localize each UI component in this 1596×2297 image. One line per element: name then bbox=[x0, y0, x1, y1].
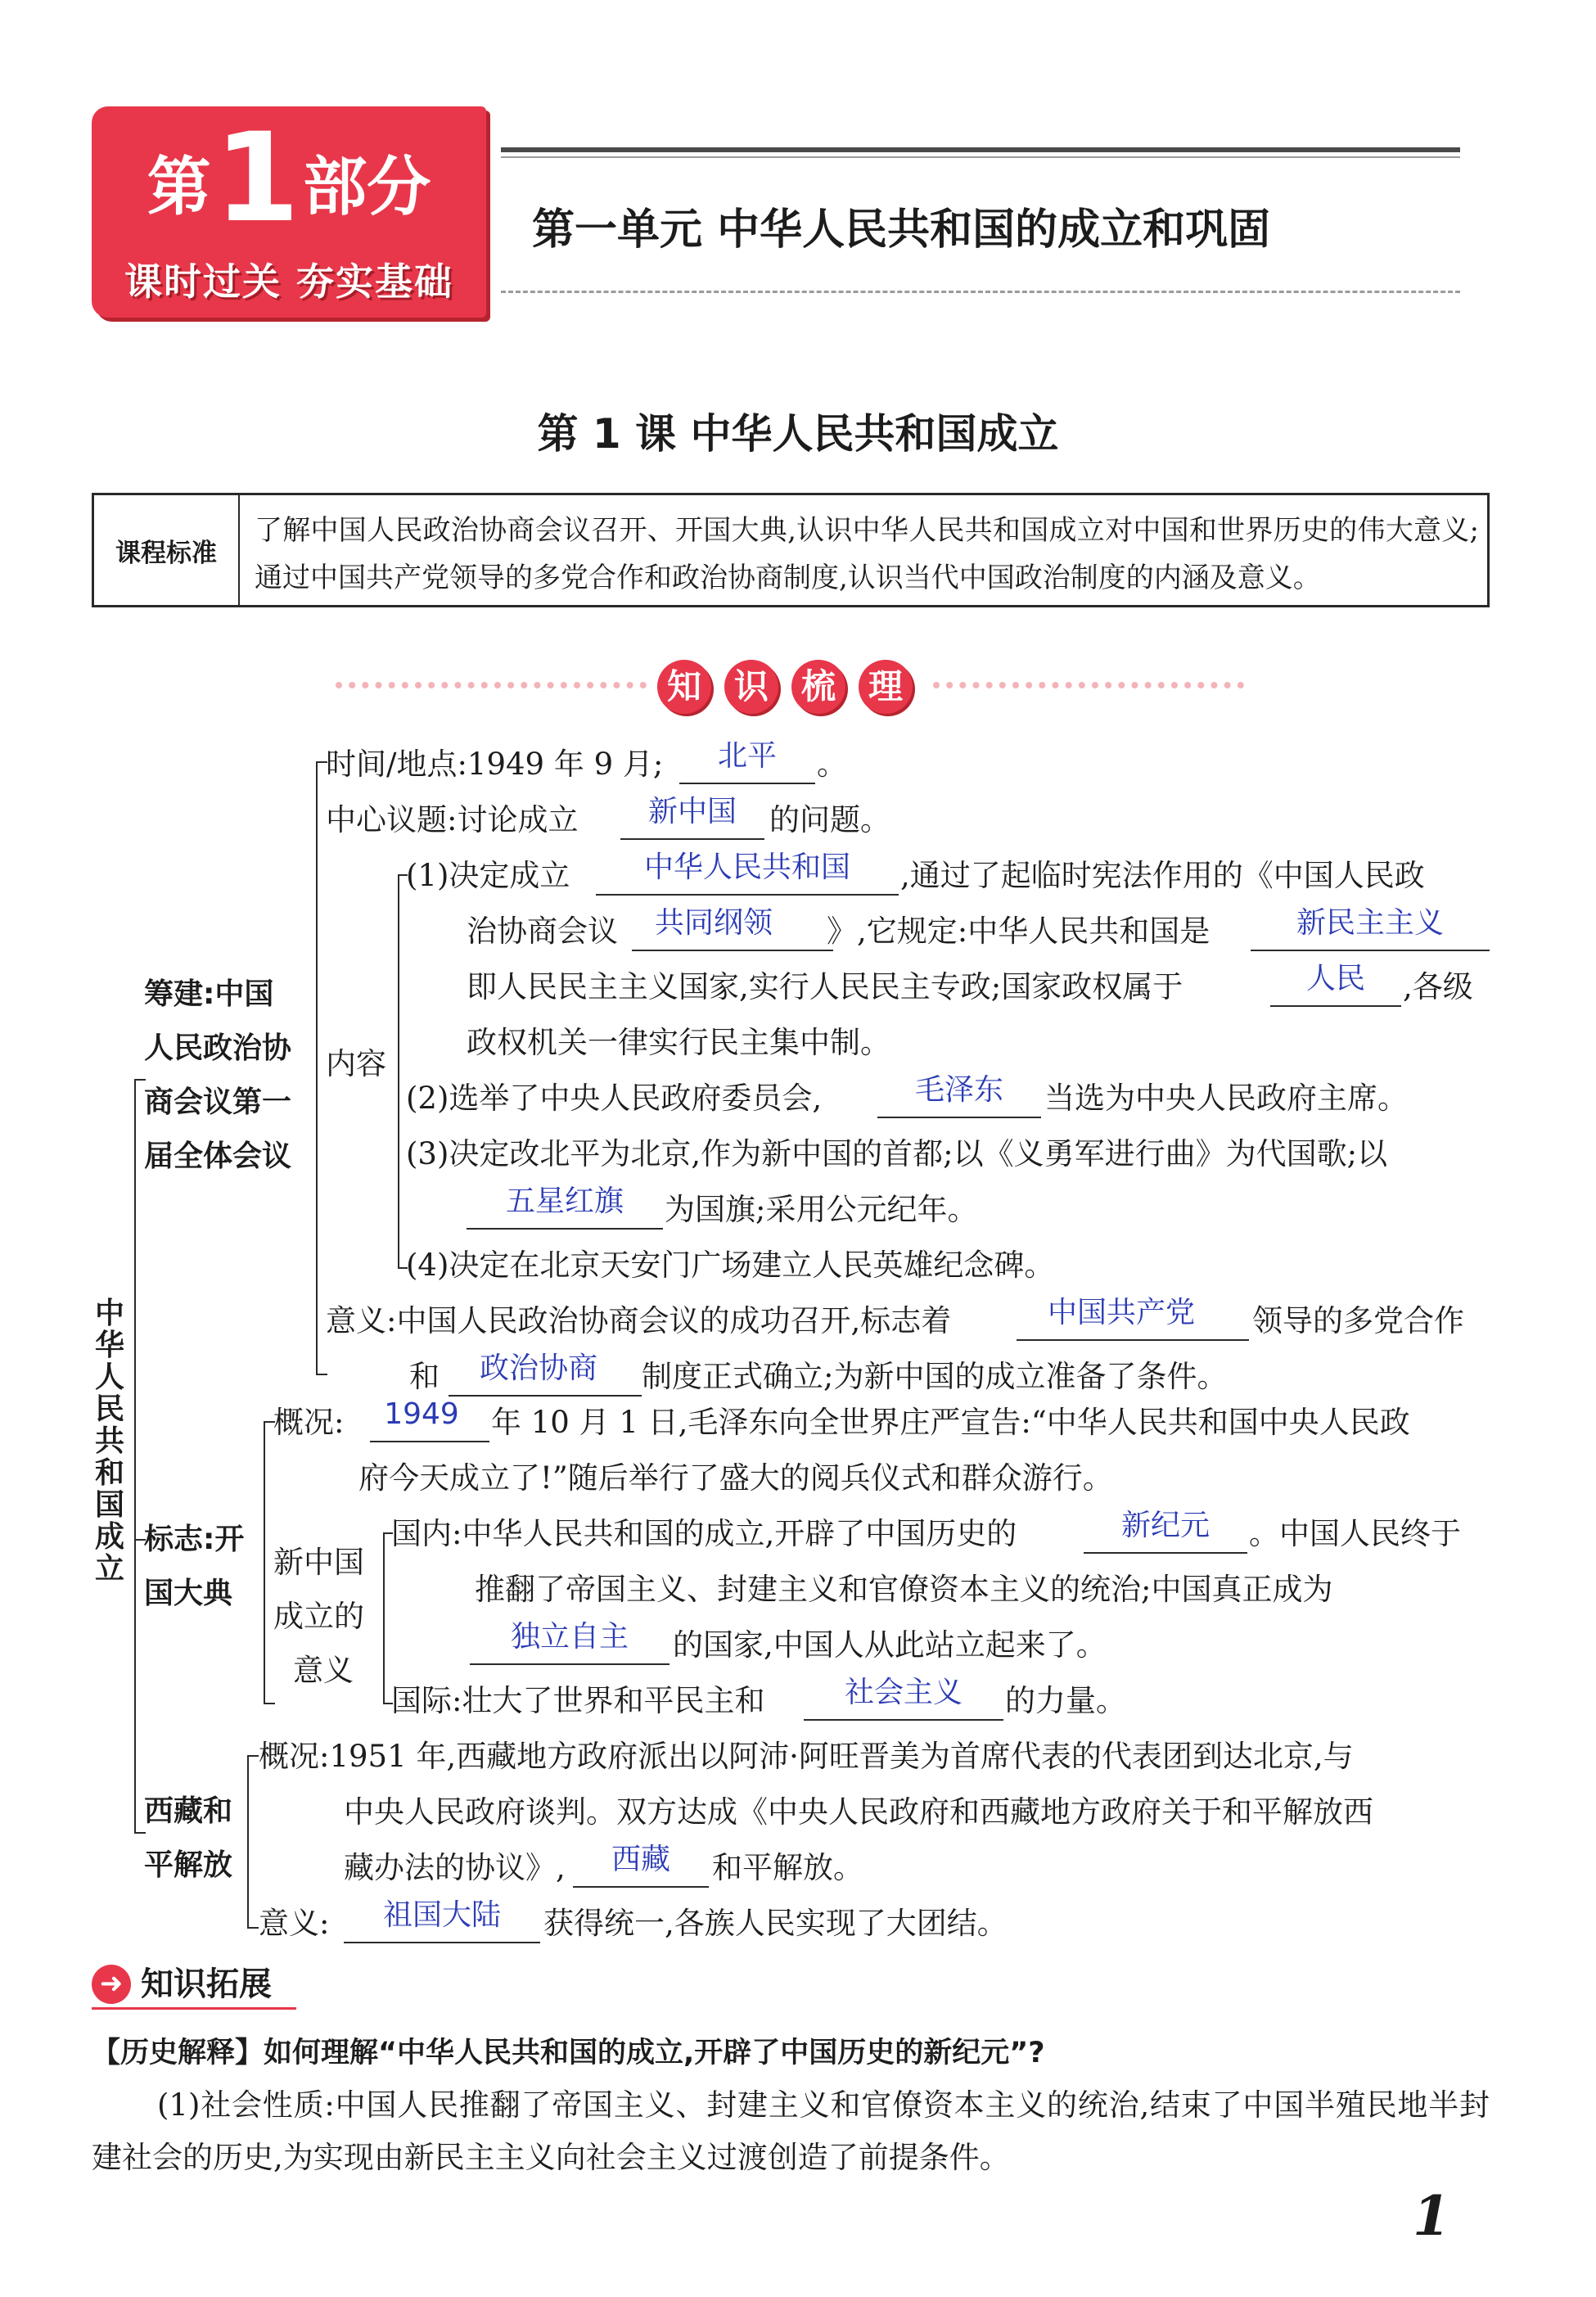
lesson-title: 第 1 课 中华人民共和国成立 bbox=[537, 410, 1059, 458]
answer-prc: 中华人民共和国 bbox=[643, 851, 850, 884]
international-text: 国际:壮大了世界和平民主和 bbox=[391, 1683, 765, 1718]
node1-bracket bbox=[316, 761, 318, 1374]
standard-text: 了解中国人民政治协商会议召开、开国大典,认识中华人民共和国成立对中国和世界历史的伟大意义;通过中国共产党领导的多党合作和政治协商制度,认识当代中国政治制度的内涵及意义。 bbox=[255, 514, 1479, 594]
section-title-char: 识 bbox=[724, 660, 778, 714]
section-title-char: 理 bbox=[859, 660, 913, 714]
node-line: 西藏和 bbox=[144, 1794, 233, 1828]
content-label: 内容 bbox=[326, 1046, 386, 1081]
founding-significance-label bbox=[273, 1536, 364, 1698]
header-dashed-rule bbox=[501, 291, 1460, 293]
root-bracket bbox=[134, 1079, 136, 1832]
answer-people: 人民 bbox=[1305, 962, 1365, 995]
part-subtitle: 课时过关 夯实基础 bbox=[124, 259, 453, 304]
unit-title: 第一单元 中华人民共和国的成立和巩固 bbox=[532, 205, 1271, 255]
period: 。 bbox=[817, 747, 847, 782]
node-tibet-liberation bbox=[144, 1785, 232, 1893]
label-line: 新中国 bbox=[273, 1545, 364, 1580]
content-1-text-b: ,通过了起临时宪法作用的《中国人民政 bbox=[900, 858, 1425, 893]
node-line: 标志:开 bbox=[144, 1523, 245, 1556]
ceremony-overview-text-b: 府今天成立了!”随后举行了盛大的阅兵仪式和群众游行。 bbox=[358, 1460, 1113, 1496]
part-suffix: 部分 bbox=[303, 151, 431, 224]
page-number: 1 bbox=[1413, 2184, 1450, 2248]
domestic-text-b: 。中国人民终于 bbox=[1249, 1516, 1461, 1551]
tibet-overview-text: 概况:1951 年,西藏地方政府派出以阿沛·阿旺晋美为首席代表的代表团到达北京,与 bbox=[259, 1739, 1354, 1774]
answer-tibet: 西藏 bbox=[611, 1843, 670, 1876]
root-char: 共 bbox=[94, 1424, 124, 1458]
answer-beiping: 北平 bbox=[717, 739, 777, 773]
root-char: 中 bbox=[94, 1297, 124, 1330]
extension-paragraph: (1)社会性质:中国人民推翻了帝国主义、封建主义和官僚资本主义的统治,结束了中国半殖民地半封建社会的历史,为实现由新民主主义向社会主义过渡创造了前提条件。 bbox=[92, 2087, 1490, 2175]
root-char: 民 bbox=[94, 1392, 124, 1426]
answer-new-china: 新中国 bbox=[647, 795, 737, 828]
domestic-text-c: 推翻了帝国主义、封建主义和官僚资本主义的统治;中国真正成为 bbox=[475, 1572, 1333, 1607]
answer-independence: 独立自主 bbox=[510, 1620, 629, 1654]
ceremony-overview-text: 年 10 月 1 日,毛泽东向全世界庄严宣告:“中华人民共和国中央人民政 bbox=[491, 1405, 1410, 1440]
answer-socialism: 社会主义 bbox=[844, 1676, 963, 1709]
label-line: 意义 bbox=[293, 1653, 354, 1688]
part-heading bbox=[92, 107, 486, 250]
content-1-text-c: 治协商会议 bbox=[467, 914, 618, 949]
tibet-significance-label: 意义: bbox=[259, 1906, 330, 1941]
answer-mao-zedong: 毛泽东 bbox=[914, 1073, 1003, 1107]
content-1-text-e: 即人民民主主义国家,实行人民民主专政;国家政权属于 bbox=[467, 969, 1183, 1004]
answer-new-democracy: 新民主主义 bbox=[1296, 906, 1444, 940]
answer-common-program: 共同纲领 bbox=[654, 906, 773, 940]
node-line: 国大典 bbox=[144, 1577, 233, 1610]
dotted-divider-left bbox=[336, 682, 647, 688]
node-founding-cppcc bbox=[144, 968, 291, 1184]
extension-underline bbox=[92, 2007, 296, 2010]
node-line: 平解放 bbox=[144, 1848, 233, 1882]
bracket-tick bbox=[247, 1927, 259, 1929]
significance-text: 意义:中国人民政治协商会议的成功召开,标志着 bbox=[326, 1303, 952, 1338]
curriculum-standard-box bbox=[92, 493, 1490, 607]
root-char: 人 bbox=[94, 1361, 124, 1394]
content-1-text-g: 政权机关一律实行民主集中制。 bbox=[467, 1025, 890, 1060]
content-2-text: (2)选举了中央人民政府委员会, bbox=[406, 1081, 823, 1116]
node-line: 筹建:中国 bbox=[144, 977, 274, 1011]
root-char: 成 bbox=[94, 1520, 124, 1554]
answer-1949: 1949 bbox=[384, 1397, 459, 1431]
node3-bracket bbox=[247, 1755, 249, 1927]
part-badge bbox=[92, 106, 486, 318]
significance-text-c: 和 bbox=[409, 1359, 440, 1394]
significance-text-b: 领导的多党合作 bbox=[1252, 1303, 1464, 1338]
content-3-text-b: 为国旗;采用公元纪年。 bbox=[665, 1192, 978, 1227]
root-char: 国 bbox=[94, 1488, 124, 1522]
domestic-text-d: 的国家,中国人从此站立起来了。 bbox=[673, 1627, 1107, 1663]
header-rule bbox=[501, 147, 1460, 152]
answer-political-consultation: 政治协商 bbox=[479, 1352, 597, 1385]
content-4-text: (4)决定在北京天安门广场建立人民英雄纪念碑。 bbox=[406, 1248, 1055, 1283]
international-text-b: 的力量。 bbox=[1005, 1683, 1126, 1718]
answer-cpc: 中国共产党 bbox=[1047, 1296, 1195, 1329]
tibet-overview-text-d: 和平解放。 bbox=[712, 1850, 863, 1885]
root-node bbox=[92, 1297, 128, 1585]
tibet-overview-text-c: 藏办法的协议》, bbox=[344, 1850, 566, 1885]
answer-new-era: 新纪元 bbox=[1120, 1509, 1210, 1542]
node-founding-ceremony bbox=[144, 1513, 244, 1621]
dotted-divider-right bbox=[933, 682, 1244, 688]
center-topic-text: 中心议题:讨论成立 bbox=[326, 802, 579, 837]
center-topic-text-end: 的问题。 bbox=[769, 802, 890, 837]
tibet-significance-text: 获得统一,各族人民实现了大团结。 bbox=[543, 1906, 1008, 1941]
tibet-overview-text-b: 中央人民政府谈判。双方达成《中央人民政府和西藏地方政府关于和平解放西 bbox=[344, 1794, 1373, 1830]
content-1-text: (1)决定成立 bbox=[406, 858, 570, 893]
time-place-text: 时间/地点:1949 年 9 月; bbox=[326, 747, 664, 782]
root-char: 和 bbox=[94, 1456, 124, 1490]
extension-title: 知识拓展 bbox=[141, 1965, 272, 2003]
content-bracket bbox=[398, 874, 399, 1267]
content-1-text-f: ,各级 bbox=[1403, 969, 1473, 1004]
significance-bracket bbox=[383, 1532, 385, 1703]
node-line: 人民政治协 bbox=[144, 1031, 292, 1065]
bracket-tick bbox=[264, 1703, 275, 1704]
content-2-text-b: 当选为中央人民政府主席。 bbox=[1044, 1081, 1408, 1116]
domestic-text: 国内:中华人民共和国的成立,开辟了中国历史的 bbox=[391, 1516, 1017, 1551]
node-line: 届全体会议 bbox=[144, 1139, 292, 1173]
part-number: 1 bbox=[214, 107, 300, 250]
significance-text-d: 制度正式确立;为新中国的成立准备了条件。 bbox=[642, 1359, 1228, 1394]
root-char: 华 bbox=[94, 1329, 124, 1362]
label-line: 成立的 bbox=[273, 1599, 364, 1634]
arrow-icon: ➜ bbox=[92, 1965, 131, 2004]
ceremony-overview-label: 概况: bbox=[273, 1405, 345, 1440]
section-title-char: 梳 bbox=[791, 660, 845, 714]
bracket-tick bbox=[247, 1755, 259, 1757]
bracket-tick bbox=[316, 1374, 327, 1375]
node2-bracket bbox=[264, 1421, 265, 1703]
content-3-text: (3)决定改北平为北京,作为新中国的首都;以《义勇军进行曲》为代国歌;以 bbox=[406, 1136, 1388, 1171]
header-rule-thin bbox=[501, 156, 1460, 158]
answer-mainland: 祖国大陆 bbox=[382, 1898, 501, 1932]
section-title-char: 知 bbox=[657, 660, 711, 714]
content-1-text-d: 》,它规定:中华人民共和国是 bbox=[827, 914, 1211, 949]
answer-five-star-flag: 五星红旗 bbox=[505, 1185, 624, 1218]
extension-question: 【历史解释】如何理解“中华人民共和国的成立,开辟了中国历史的新纪元”? bbox=[92, 2037, 1045, 2069]
part-prefix: 第 bbox=[147, 151, 211, 224]
standard-label: 课程标准 bbox=[94, 495, 240, 605]
node-line: 商会议第一 bbox=[144, 1085, 292, 1119]
root-char: 立 bbox=[94, 1552, 124, 1586]
